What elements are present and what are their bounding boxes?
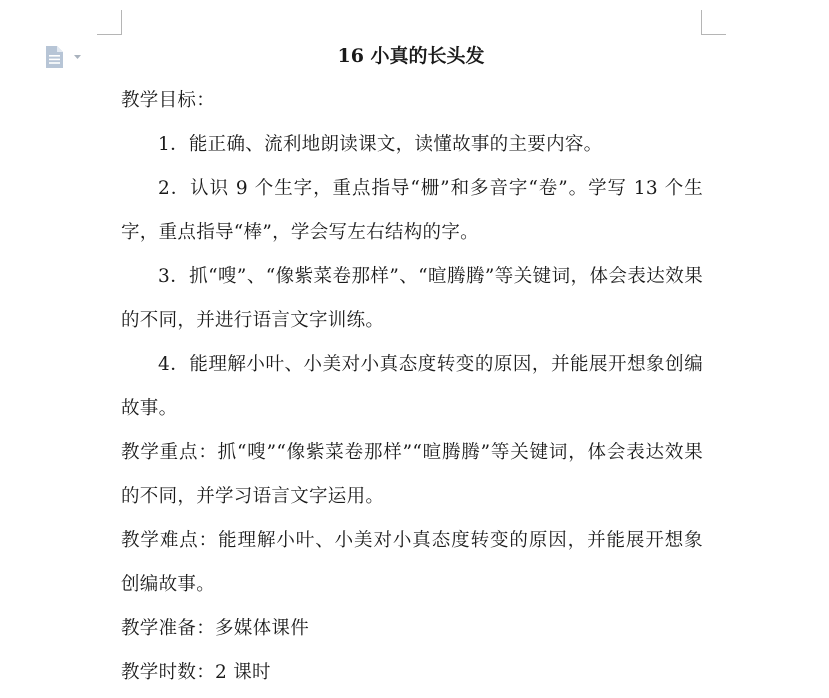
document-paragraph: 教学重点：抓“嗖”“像紫菜卷那样”“暄腾腾”等关键词，体会表达效果的不同，并学习语言文字运用。 bbox=[121, 442, 703, 507]
document-paragraph: 3．抓“嗖”、“像紫菜卷那样”、“暄腾腾”等关键词，体会表达效果的不同，并进行语言文字训练。 bbox=[121, 266, 703, 331]
crop-mark-top-right-vertical bbox=[701, 10, 702, 35]
document-paragraph: 教学时数：2 课时 bbox=[121, 662, 271, 683]
crop-mark-top-left-vertical bbox=[121, 10, 122, 35]
document-paragraph: 教学目标： bbox=[121, 90, 216, 111]
document-paragraph: 教学难点：能理解小叶、小美对小真态度转变的原因，并能展开想象创编故事。 bbox=[121, 530, 703, 595]
document-paragraph: 1．能正确、流利地朗读课文，读懂故事的主要内容。 bbox=[158, 134, 603, 155]
document-paragraph: 2．认识 9 个生字，重点指导“栅”和多音字“卷”。学写 13 个生字，重点指导“棒”，学会写左右结构的字。 bbox=[121, 178, 703, 243]
crop-mark-top-right-horizontal bbox=[701, 34, 726, 35]
page-title: 16 小真的长头发 bbox=[337, 45, 485, 67]
document-paragraph: 4．能理解小叶、小美对小真态度转变的原因，并能展开想象创编故事。 bbox=[121, 354, 703, 419]
document-paragraph: 教学准备：多媒体课件 bbox=[121, 618, 310, 639]
crop-mark-top-left-horizontal bbox=[97, 34, 122, 35]
document-body bbox=[121, 79, 703, 695]
